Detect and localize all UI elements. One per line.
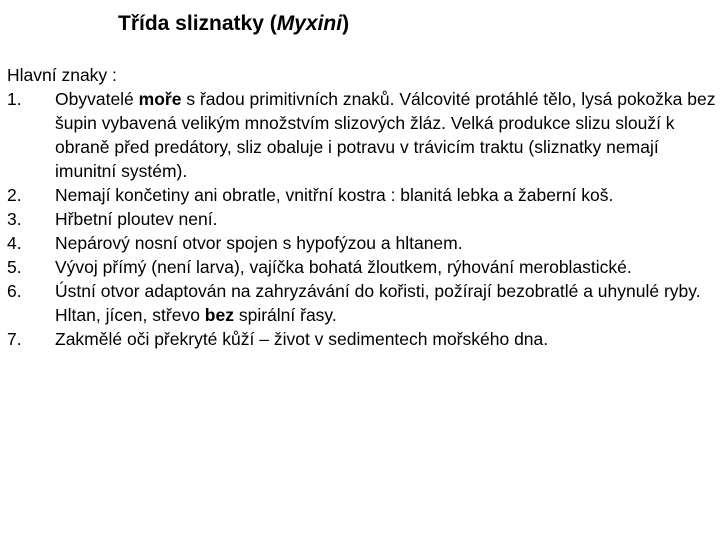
item-text [55, 89, 715, 181]
list-item [7, 87, 719, 183]
item-text [55, 185, 613, 205]
item-text [55, 233, 463, 253]
item-text [55, 329, 548, 349]
title-scientific-name: Myxini [276, 12, 343, 35]
item-text-bold: moře [138, 89, 182, 109]
item-text-segment: spirální řasy. [233, 305, 337, 325]
list-item [7, 207, 719, 231]
item-text-segment: Obyvatelé [55, 89, 139, 109]
item-number: 5. [7, 257, 22, 277]
list-item [7, 327, 719, 351]
item-text-segment: Nepárový nosní otvor spojen s hypofýzou a hltanem. [55, 233, 463, 253]
features-list [7, 87, 719, 351]
item-text-segment: Ústní otvor adaptován na zahryzávání do kořisti, požírají bezobratlé a uhynulé ryby. Hltan, jícen, střevo [55, 281, 701, 325]
item-text-segment: s řadou primitivních znaků. Válcovité protáhlé tělo, lysá pokožka bez šupin vybavená velikým množstvím slizových žláz. Velká produkce slizu slouží k obraně před predátory, sliz obaluje i potravu v trávicím traktu (sliznatky nemají imunitní systém). [55, 89, 716, 181]
item-text-segment: Zakmělé oči překryté kůží – život v sedimentech mořského dna. [55, 329, 549, 349]
item-number: 4. [7, 233, 22, 253]
item-text-segment: Nemají končetiny ani obratle, vnitřní kostra : blanitá lebka a žaberní koš. [55, 185, 614, 205]
intro-heading: Hlavní znaky : [7, 65, 117, 85]
list-item [7, 255, 719, 279]
slide-body [7, 63, 719, 351]
item-text-segment: Vývoj přímý (není larva), vajíčka bohatá žloutkem, rýhování meroblastické. [55, 257, 632, 277]
item-text [55, 257, 632, 277]
title-text: Třída sliznatky ( [118, 12, 277, 35]
item-text-segment: Hřbetní ploutev není. [55, 209, 218, 229]
item-text-bold: bez [204, 305, 234, 325]
list-item [7, 231, 719, 255]
item-number: 2. [7, 185, 22, 205]
list-item [7, 183, 719, 207]
slide-title [118, 10, 349, 38]
item-number: 7. [7, 329, 22, 349]
item-number: 3. [7, 209, 22, 229]
title-close: ) [342, 12, 350, 35]
list-item [7, 279, 719, 327]
item-text [55, 209, 217, 229]
item-number: 1. [7, 89, 22, 109]
item-number: 6. [7, 281, 22, 301]
item-text [55, 281, 701, 325]
